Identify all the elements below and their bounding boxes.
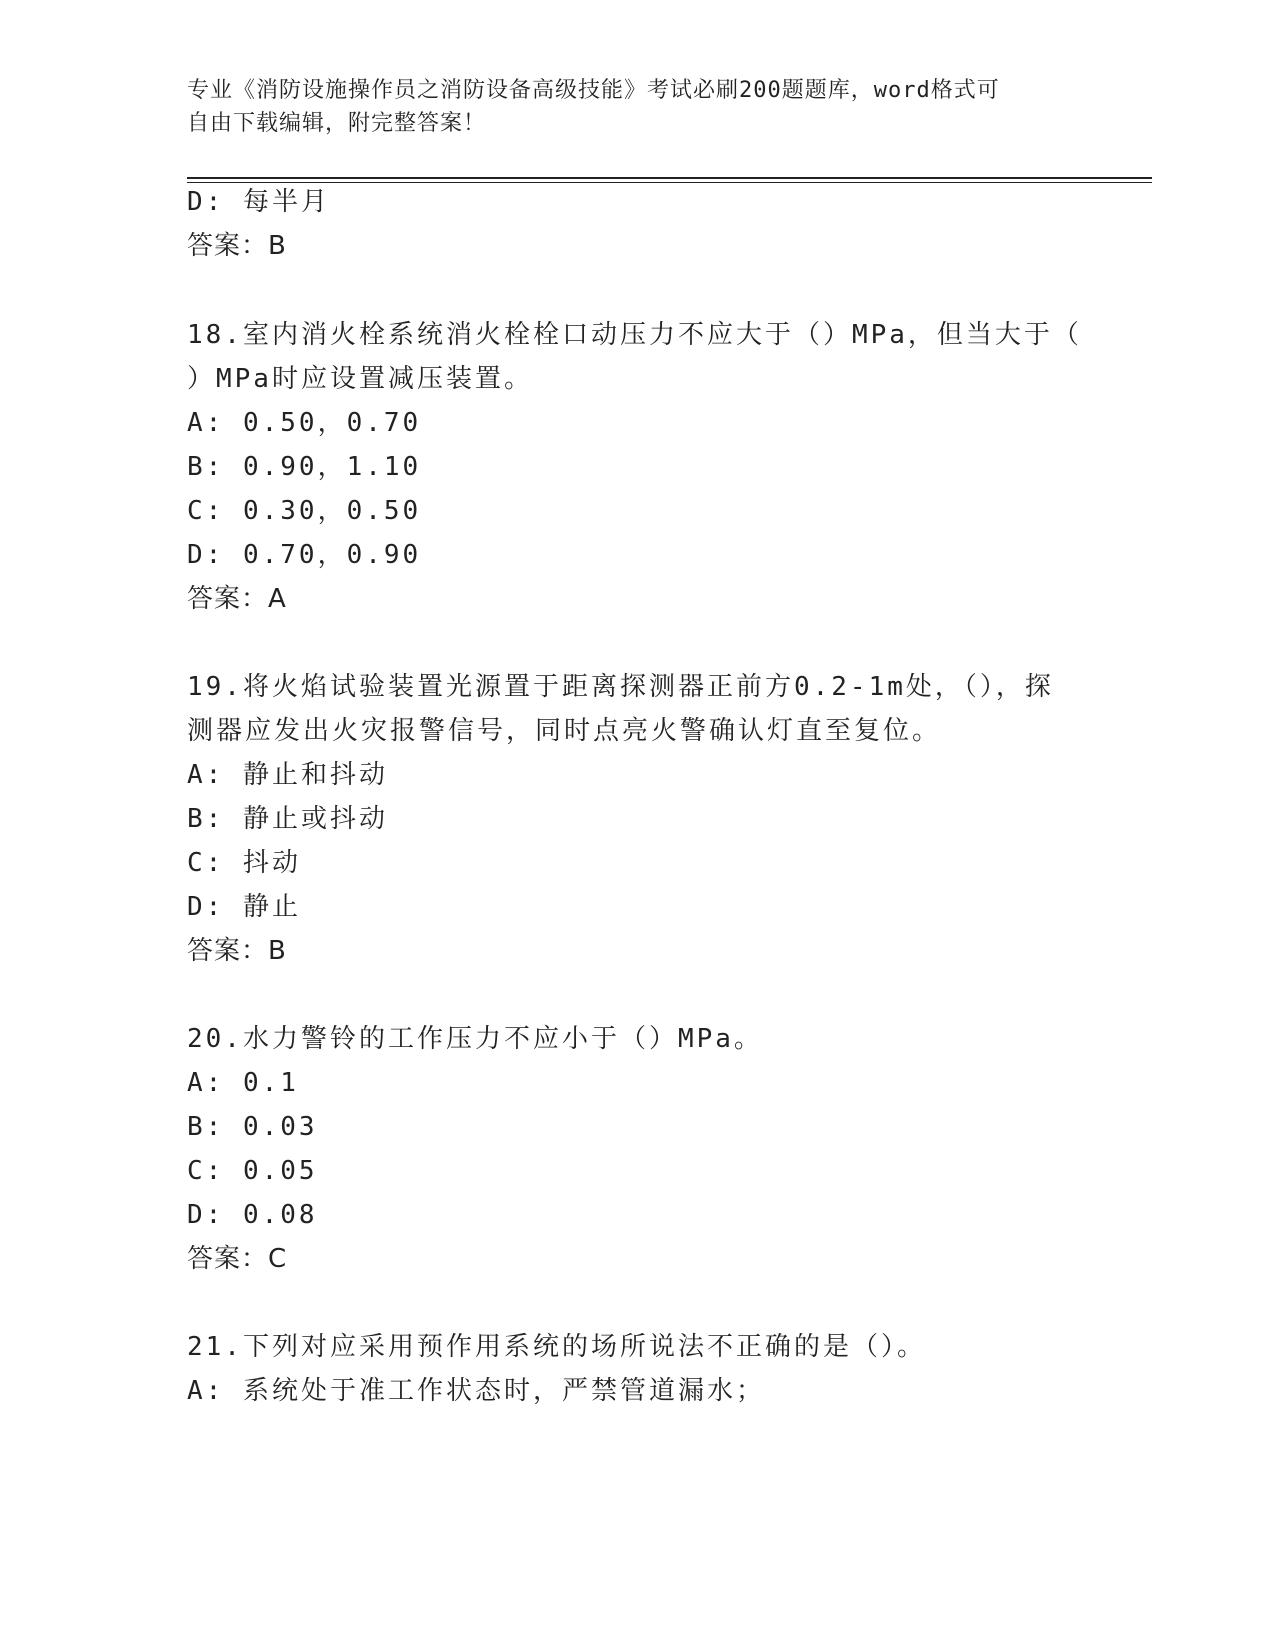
header-line-1: 专业《消防设施操作员之消防设备高级技能》考试必刷200题题库，word格式可 [187,78,1000,103]
q18-option-c: C: 0.30，0.50 [187,496,422,526]
document-header [187,74,1087,140]
q18-option-b: B: 0.90，1.10 [187,452,422,482]
q20-option-d: D: 0.08 [187,1200,318,1230]
q19-stem-line-1: 19.将火焰试验装置光源置于距离探测器正前方0.2-1m处，（），探 [187,672,1054,702]
q17-option-d: D: 每半月 [187,187,330,217]
q21-stem-line-1: 21.下列对应采用预作用系统的场所说法不正确的是（）。 [187,1332,926,1362]
q20-answer: 答案：C [187,1244,288,1274]
q18-option-a: A: 0.50，0.70 [187,408,422,438]
q19-option-b: B: 静止或抖动 [187,804,388,834]
q18-option-d: D: 0.70，0.90 [187,540,422,570]
q21-option-a: A: 系统处于准工作状态时，严禁管道漏水； [187,1376,765,1406]
header-line-2: 自由下载编辑，附完整答案！ [187,111,487,136]
q18-answer: 答案：A [187,584,287,614]
header-divider [187,177,1152,183]
q19-option-c: C: 抖动 [187,848,301,878]
q20-option-c: C: 0.05 [187,1156,318,1186]
q19-answer: 答案：B [187,936,287,966]
q18-stem-line-1: 18.室内消火栓系统消火栓栓口动压力不应大于（）MPa，但当大于（ [187,320,1082,350]
q19-option-a: A: 静止和抖动 [187,760,388,790]
q20-option-b: B: 0.03 [187,1112,318,1142]
q18-stem-line-2: ）MPa时应设置减压装置。 [187,364,533,394]
q17-answer: 答案：B [187,231,287,261]
q20-stem-line-1: 20.水力警铃的工作压力不应小于（）MPa。 [187,1024,763,1054]
q20-option-a: A: 0.1 [187,1068,299,1098]
q19-stem-line-2: 测器应发出火灾报警信号，同时点亮火警确认灯直至复位。 [187,716,942,746]
q19-option-d: D: 静止 [187,892,301,922]
